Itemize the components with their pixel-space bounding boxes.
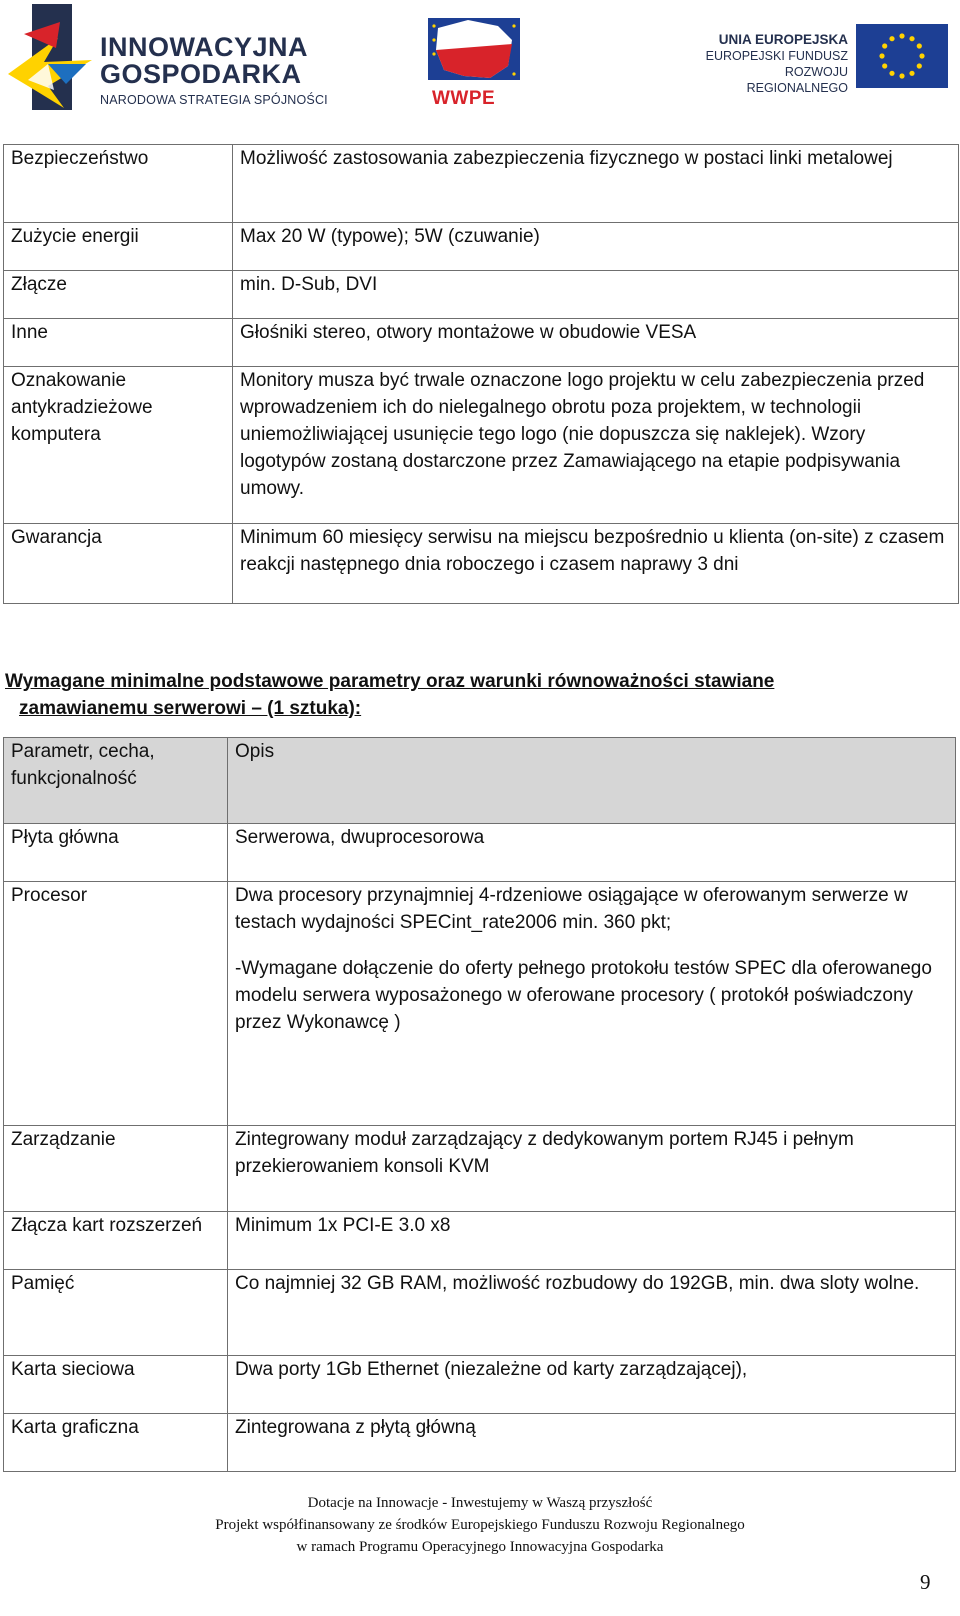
wwpe-logo xyxy=(428,14,528,110)
desc-cell: Zintegrowany moduł zarządzający z dedykowanym portem RJ45 i pełnym przekierowaniem konsoli KVM xyxy=(228,1126,956,1212)
desc-cell: Zintegrowana z płytą główną xyxy=(228,1414,956,1472)
logo-text-line2: GOSPODARKA xyxy=(100,59,302,89)
processor-desc-para1: Dwa procesory przynajmniej 4-rdzeniowe osiągające w oferowanym serwerze w testach wydajności SPECint_rate2006 min. 360 pkt; xyxy=(235,885,908,933)
logo-text-line3: NARODOWA STRATEGIA SPÓJNOŚCI xyxy=(100,93,328,107)
param-cell: Zużycie energii xyxy=(4,223,233,271)
param-cell: Karta sieciowa xyxy=(4,1356,228,1414)
desc-cell: min. D-Sub, DVI xyxy=(233,271,959,319)
desc-cell xyxy=(228,882,956,1126)
unia-europejska-logo xyxy=(680,24,950,94)
desc-cell: Serwerowa, dwuprocesorowa xyxy=(228,824,956,882)
innowacyjna-star-icon xyxy=(8,4,98,110)
table-row xyxy=(4,145,959,223)
heading-line1: Wymagane minimalne podstawowe parametry oraz warunki równoważności stawiane xyxy=(5,671,775,692)
page-footer xyxy=(0,1492,960,1558)
table-row xyxy=(4,1126,956,1212)
param-cell: Procesor xyxy=(4,882,228,1126)
footer-line2: Projekt współfinansowany ze środków Europejskiego Funduszu Rozwoju Regionalnego xyxy=(215,1517,745,1533)
footer-line1: Dotacje na Innowacje - Inwestujemy w Waszą przyszłość xyxy=(307,1495,653,1511)
desc-cell: Minimum 60 miesięcy serwisu na miejscu bezpośrednio u klienta (on-site) z czasem reakcji następnego dnia roboczego i czasem naprawy 3 dni xyxy=(233,524,959,604)
eu-flag-icon xyxy=(856,24,948,88)
table-row xyxy=(4,367,959,524)
header-desc: Opis xyxy=(228,738,956,824)
desc-cell: Dwa porty 1Gb Ethernet (niezależne od karty zarządzającej), xyxy=(228,1356,956,1414)
page-header xyxy=(0,0,960,115)
param-cell: Bezpieczeństwo xyxy=(4,145,233,223)
table-row xyxy=(4,824,956,882)
server-section-heading xyxy=(5,668,952,722)
table-row xyxy=(4,524,959,604)
param-cell: Złącza kart rozszerzeń xyxy=(4,1212,228,1270)
param-cell: Zarządzanie xyxy=(4,1126,228,1212)
desc-cell: Co najmniej 32 GB RAM, możliwość rozbudowy do 192GB, min. dwa sloty wolne. xyxy=(228,1270,956,1356)
ue-text-line1: UNIA EUROPEJSKA xyxy=(718,32,848,47)
server-spec-table xyxy=(3,737,956,1472)
heading-line2: zamawianemu serwerowi – (1 sztuka): xyxy=(19,698,362,719)
table-row xyxy=(4,1356,956,1414)
page-number: 9 xyxy=(920,1570,931,1594)
table-row xyxy=(4,1270,956,1356)
table-row xyxy=(4,1212,956,1270)
table-row xyxy=(4,882,956,1126)
desc-cell: Monitory musza być trwale oznaczone logo projektu w celu zabezpieczenia przed wprowadzeniem ich do nielegalnego obrotu poza projektem, w technologii uniemożliwiającej usunięcie tego logo (nie dopuszcza się naklejek). Wzory logotypów zostaną dostarczone przez Zamawiającego na etapie podpisywania umowy. xyxy=(233,367,959,524)
desc-cell: Możliwość zastosowania zabezpieczenia fizycznego w postaci linki metalowej xyxy=(233,145,959,223)
logo-text-line1: INNOWACYJNA xyxy=(100,32,309,62)
poland-map-icon xyxy=(428,14,520,86)
param-cell: Płyta główna xyxy=(4,824,228,882)
desc-cell: Max 20 W (typowe); 5W (czuwanie) xyxy=(233,223,959,271)
param-cell: Oznakowanie antykradzieżowe komputera xyxy=(4,367,233,524)
wwpe-logo-text: WWPE xyxy=(432,88,496,109)
ue-text-line3: ROZWOJU REGIONALNEGO xyxy=(746,65,848,95)
header-param: Parametr, cecha, funkcjonalność xyxy=(4,738,228,824)
desc-cell: Głośniki stereo, otwory montażowe w obudowie VESA xyxy=(233,319,959,367)
table-row xyxy=(4,1414,956,1472)
param-cell: Gwarancja xyxy=(4,524,233,604)
param-cell: Karta graficzna xyxy=(4,1414,228,1472)
processor-desc-para2: -Wymagane dołączenie do oferty pełnego protokołu testów SPEC dla oferowanego modelu serwera wyposażonego w oferowane procesory ( protokół poświadczony przez Wykonawcę ) xyxy=(235,958,932,1033)
desc-cell: Minimum 1x PCI-E 3.0 x8 xyxy=(228,1212,956,1270)
ue-text-line2: EUROPEJSKI FUNDUSZ xyxy=(705,49,848,63)
param-cell: Pamięć xyxy=(4,1270,228,1356)
param-cell: Złącze xyxy=(4,271,233,319)
footer-line3: w ramach Programu Operacyjnego Innowacyjna Gospodarka xyxy=(296,1539,664,1555)
table-header-row xyxy=(4,738,956,824)
innowacyjna-gospodarka-logo xyxy=(8,4,338,110)
monitor-spec-table xyxy=(3,144,959,604)
table-row xyxy=(4,271,959,319)
table-row xyxy=(4,223,959,271)
param-cell: Inne xyxy=(4,319,233,367)
table-row xyxy=(4,319,959,367)
